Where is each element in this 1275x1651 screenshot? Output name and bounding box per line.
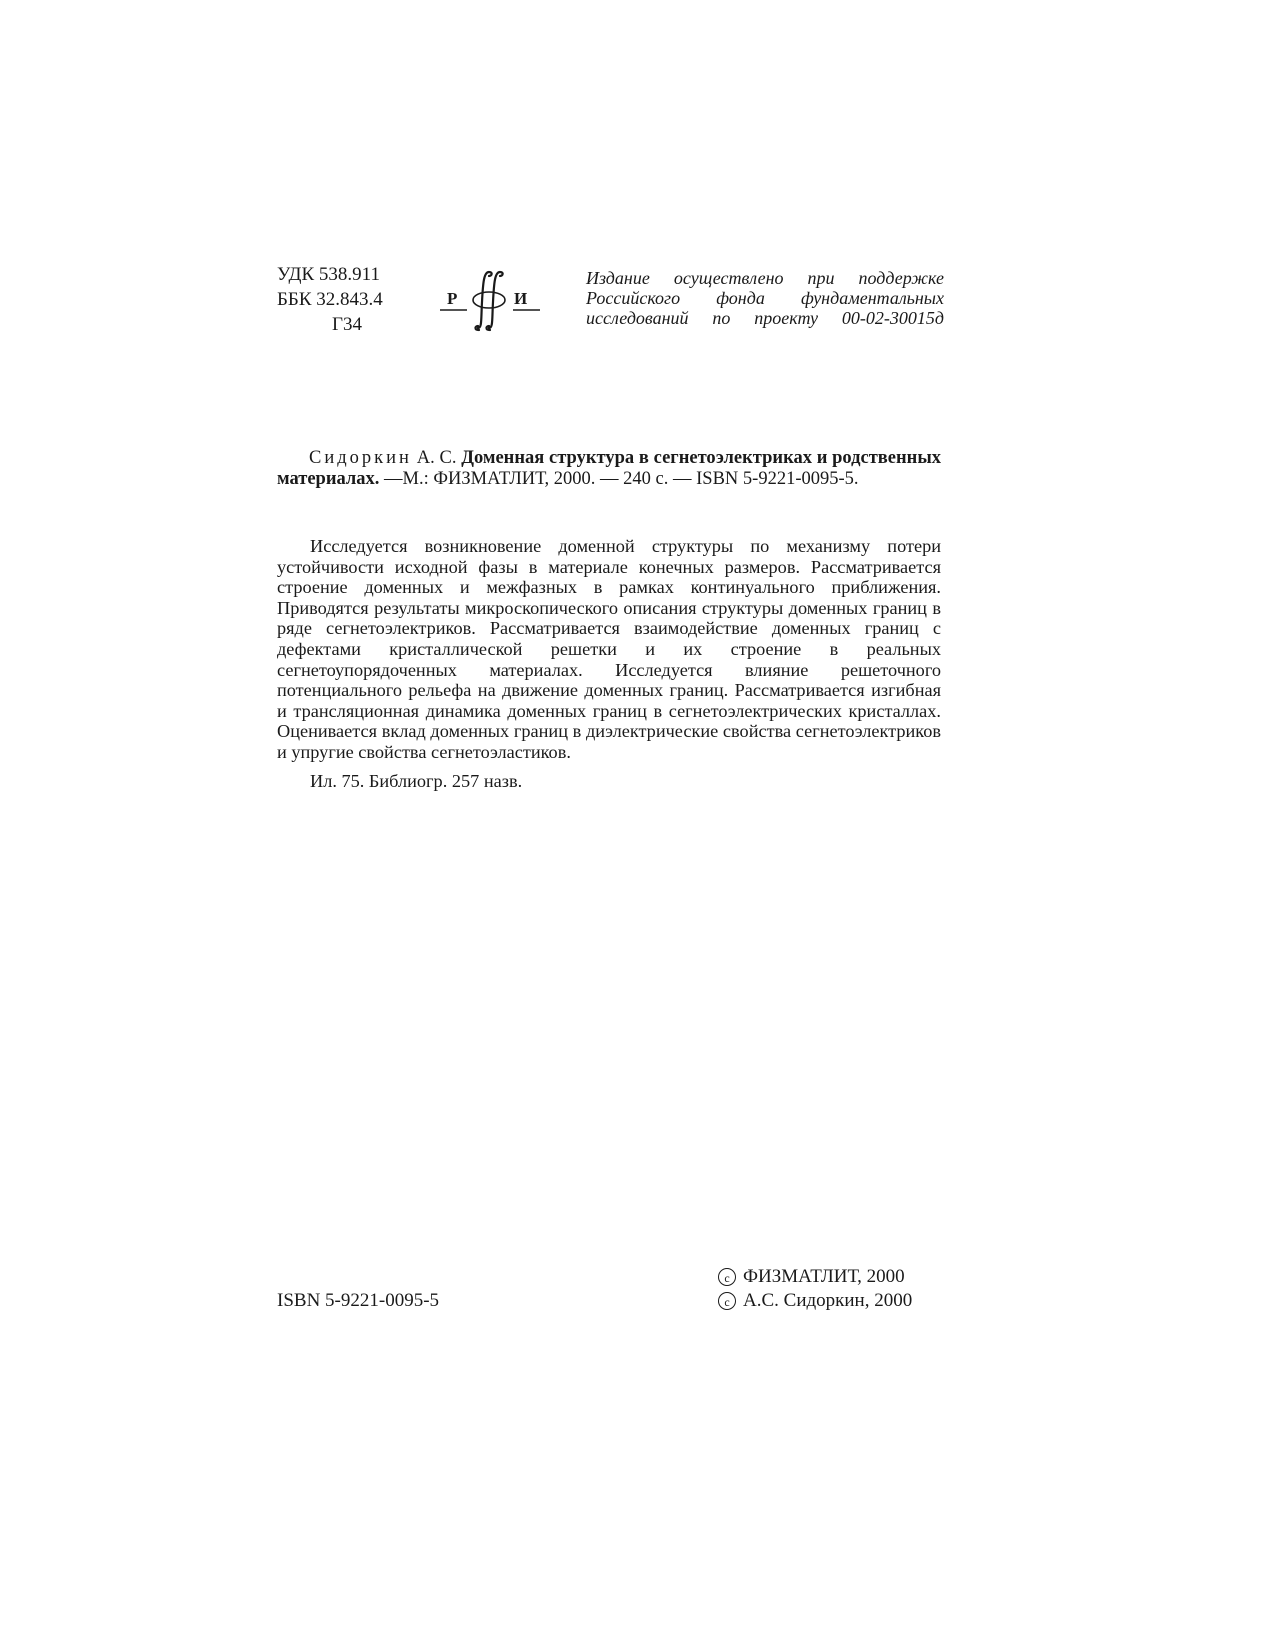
- bbk-code: ББК 32.843.4: [277, 289, 383, 310]
- copyright-icon: c: [718, 1268, 736, 1286]
- copyright-line: [718, 1289, 912, 1313]
- book-imprint: —М.: ФИЗМАТЛИТ, 2000. — 240 с. — ISBN 5-9221-0095-5.: [384, 468, 859, 489]
- copyright-line: [718, 1265, 912, 1289]
- abstract-text: Исследуется возникновение доменной структуры по механизму потери устойчивости исходной фазы в материале конечных размеров. Рассматривается строение доменных и межфазных в рамках континуального приближения. Приводятся результаты микроскопического описания структуры доменных границ в ряде сегнетоэлектриков. Рассматривается взаимодействие доменных границ с дефектами кристаллической решетки и их строение в реальных сегнетоупорядоченных материалах. Исследуется влияние решеточного потенциального рельефа на движение доменных границ. Рассматривается изгибная и трансляционная динамика доменных границ в сегнетоэлектрических кристаллах. Оценивается вклад доменных границ в диэлектрические свойства сегнетоэлектриков и упругие свойства сегнетоэластиков.: [277, 536, 941, 762]
- bibliographic-citation: [277, 448, 941, 489]
- author-initials: А. С.: [416, 448, 457, 468]
- copyright-block: [718, 1265, 912, 1313]
- rffi-logo: [430, 268, 550, 336]
- copyright-holder: А.С. Сидоркин, 2000: [743, 1290, 913, 1311]
- rffi-logo-right-letter: И: [514, 289, 528, 308]
- support-note: [586, 268, 944, 328]
- support-note-line: Издание осуществлено при поддержке: [586, 268, 944, 288]
- support-note-line: Российского фонда фундаментальных: [586, 288, 944, 308]
- author-surname: Сидоркин: [309, 448, 412, 468]
- support-note-line: исследований по проекту 00-02-30015д: [586, 308, 944, 328]
- classification-block: [277, 262, 412, 337]
- illustrations-count: Ил. 75. Библиогр. 257 назв.: [310, 770, 523, 791]
- copyright-icon: c: [718, 1292, 736, 1310]
- author-mark: Г34: [332, 314, 362, 335]
- rffi-logo-left-letter: Р: [447, 289, 458, 308]
- abstract: [277, 536, 941, 791]
- udk-code: УДК 538.911: [277, 264, 380, 285]
- isbn-footer: ISBN 5-9221-0095-5: [277, 1290, 440, 1311]
- copyright-holder: ФИЗМАТЛИТ, 2000: [743, 1266, 905, 1287]
- book-title: Доменная структура в сегнетоэлектриках и родственных материалах.: [277, 448, 942, 489]
